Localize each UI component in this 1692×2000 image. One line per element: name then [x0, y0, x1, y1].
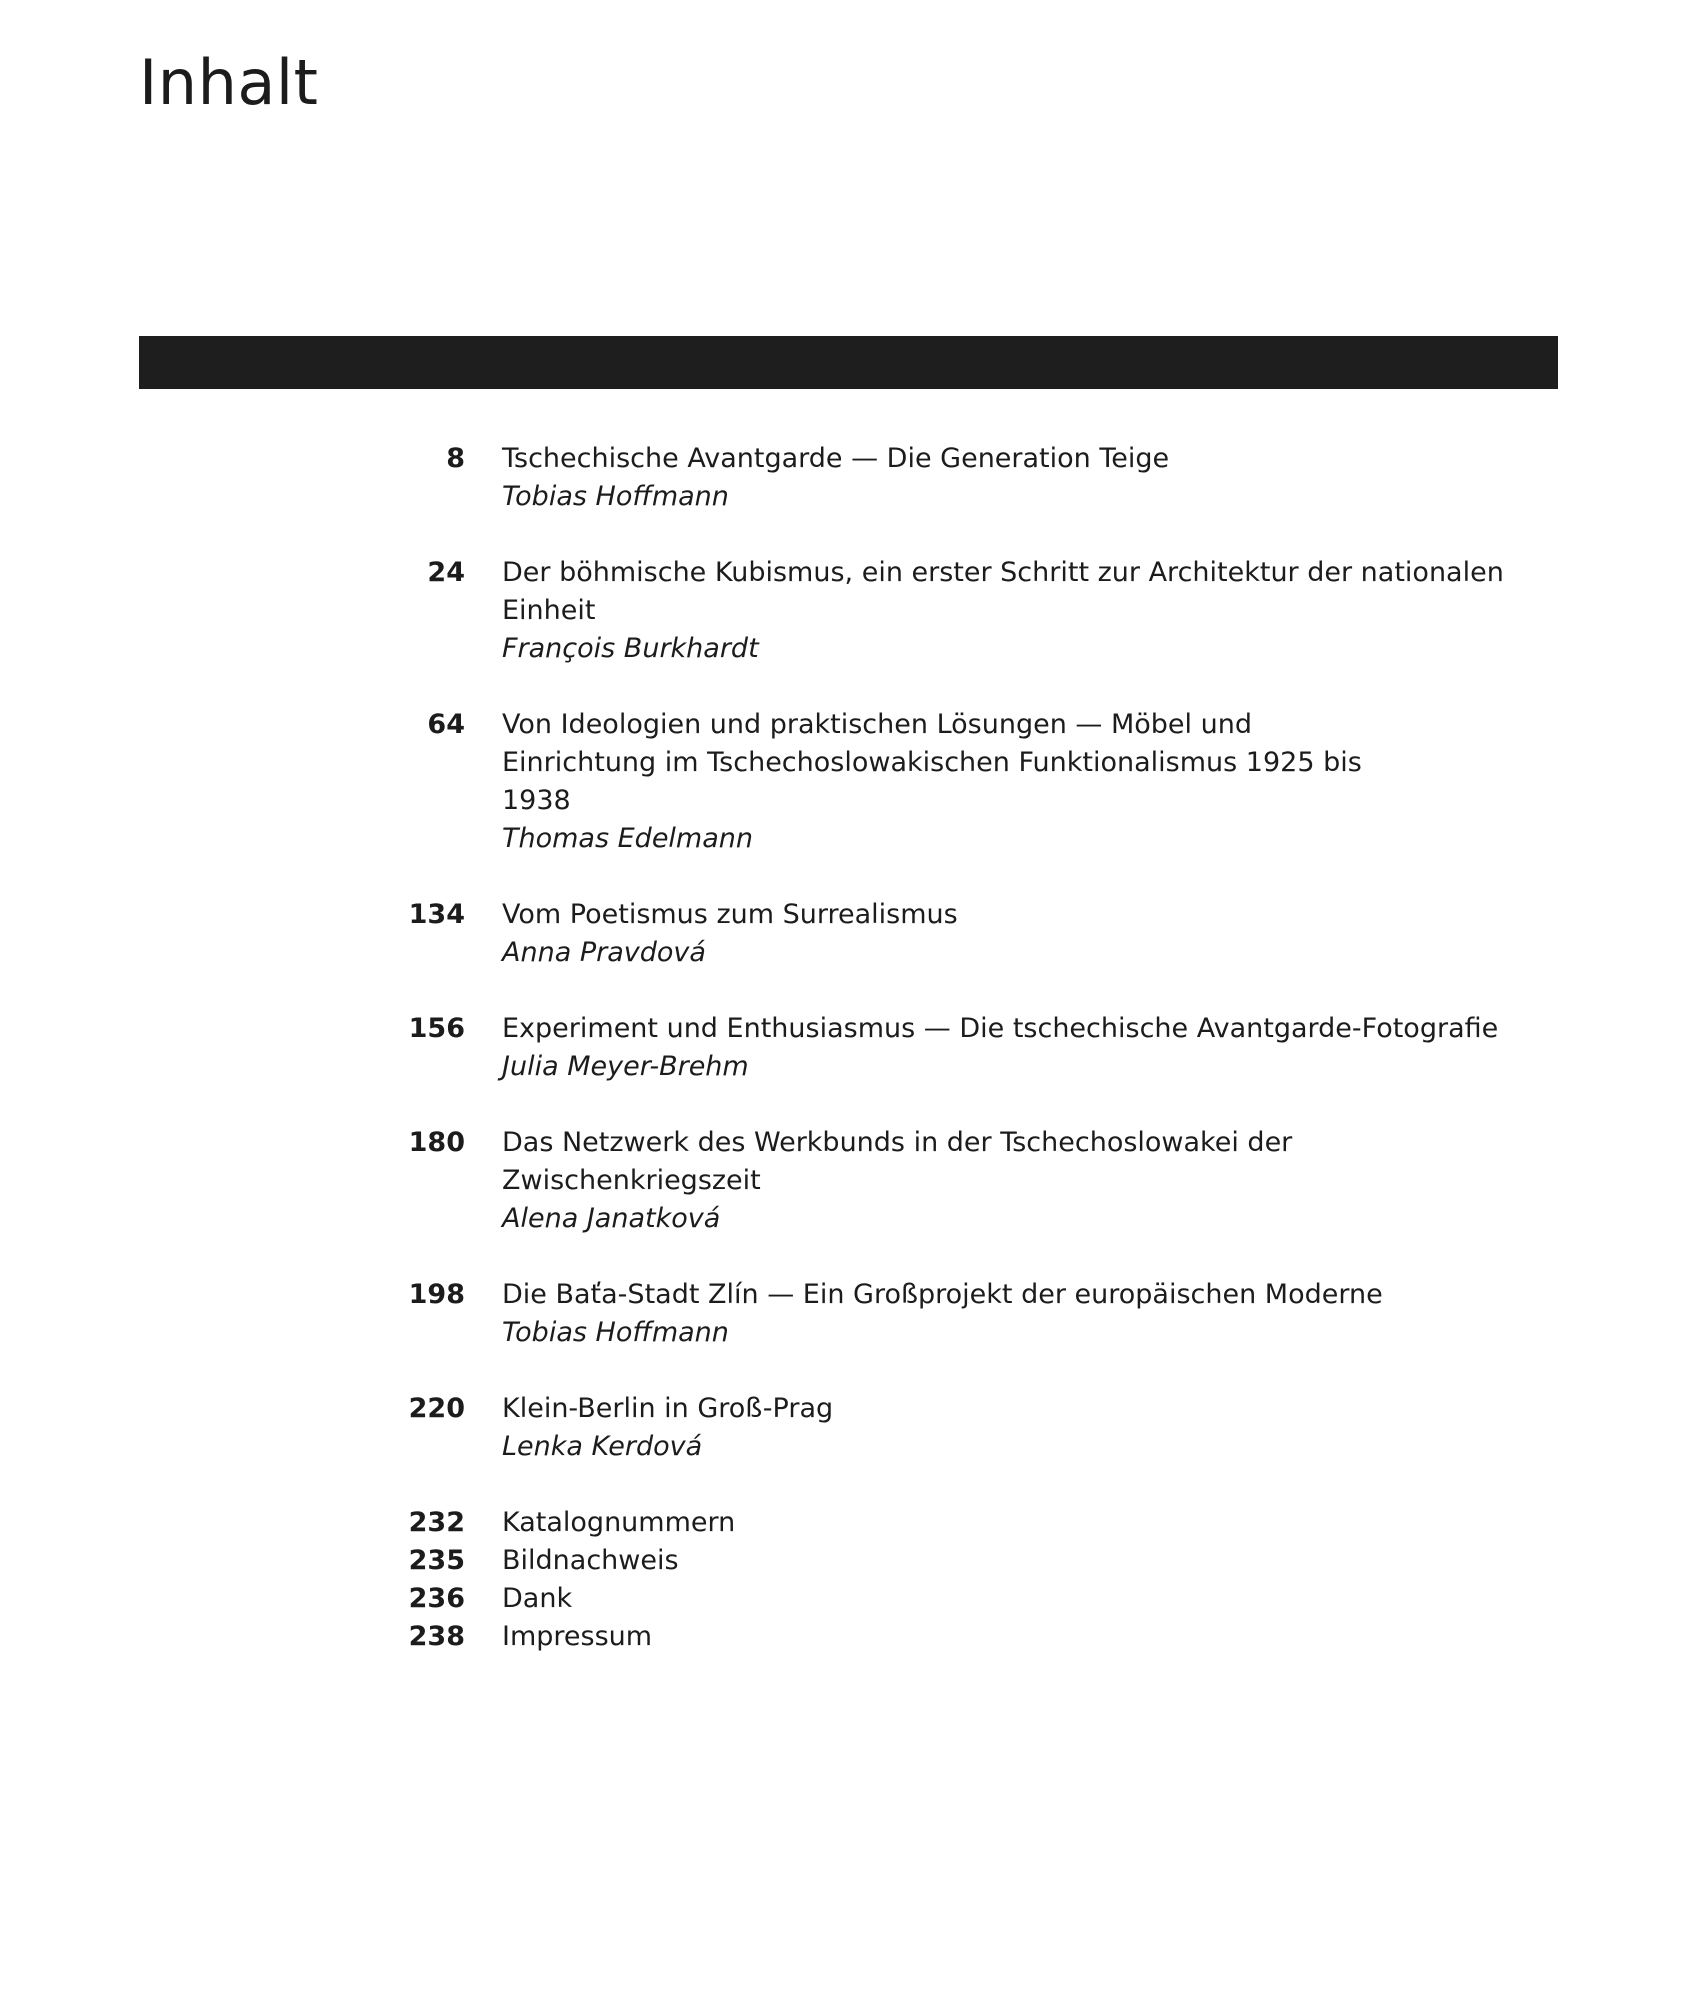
- toc-page-number: 134: [408, 899, 465, 930]
- toc-entry[interactable]: [0, 1276, 1692, 1352]
- toc-entry-author: Tobias Hoffmann: [502, 1317, 729, 1348]
- toc-entry[interactable]: [0, 440, 1692, 516]
- toc-page-number: 180: [408, 1127, 465, 1158]
- toc-page-number: 8: [446, 443, 465, 474]
- toc-page-number: 235: [408, 1545, 465, 1576]
- toc-entry-author: Julia Meyer-Brehm: [502, 1051, 749, 1082]
- toc-entry[interactable]: [0, 1124, 1692, 1238]
- toc-page-number: 236: [408, 1583, 465, 1614]
- toc-entry-author: Thomas Edelmann: [502, 823, 754, 854]
- toc-page-number: 156: [408, 1013, 465, 1044]
- toc-page-number: 198: [408, 1279, 465, 1310]
- title-divider-bar: [139, 336, 1558, 389]
- toc-appendix-entry[interactable]: [0, 1542, 1692, 1580]
- toc-entry-title: Das Netzwerk des Werkbunds in der Tschechoslowakei der Zwischenkriegszeit: [502, 1127, 1293, 1196]
- toc-entry-title: Der böhmische Kubismus, ein erster Schritt zur Architektur der nationalen Einheit: [502, 557, 1504, 626]
- toc-entry-title: Bildnachweis: [502, 1545, 679, 1576]
- toc-entry[interactable]: [0, 896, 1692, 972]
- toc-page-number: 64: [427, 709, 465, 740]
- toc-entry-author: Anna Pravdová: [502, 937, 706, 968]
- toc-entry-title: Von Ideologien und praktischen Lösungen — Möbel und Einrichtung im Tschechoslowakischen Funktionalismus 1925 bis 1938: [502, 709, 1362, 816]
- toc-entry-title: Experiment und Enthusiasmus — Die tschechische Avantgarde-Fotografie: [502, 1013, 1499, 1044]
- toc-page-number: 232: [408, 1507, 465, 1538]
- page-title: Inhalt: [139, 46, 319, 119]
- toc-entry[interactable]: [0, 1010, 1692, 1086]
- toc-page-number: 220: [408, 1393, 465, 1424]
- toc-entry[interactable]: [0, 706, 1692, 858]
- toc-page-number: 24: [427, 557, 465, 588]
- toc-entry[interactable]: [0, 554, 1692, 668]
- toc-entry-title: Dank: [502, 1583, 573, 1614]
- toc-entry-author: François Burkhardt: [502, 633, 759, 664]
- table-of-contents: [0, 440, 1692, 1656]
- toc-entry-author: Alena Janatková: [502, 1203, 721, 1234]
- toc-appendix-entry[interactable]: [0, 1618, 1692, 1656]
- toc-entry-title: Vom Poetismus zum Surrealismus: [502, 899, 958, 930]
- toc-entry-title: Die Baťa-Stadt Zlín — Ein Großprojekt der europäischen Moderne: [502, 1279, 1383, 1310]
- toc-entry-author: Tobias Hoffmann: [502, 481, 729, 512]
- toc-appendix-entry[interactable]: [0, 1580, 1692, 1618]
- toc-entry-title: Katalognummern: [502, 1507, 736, 1538]
- toc-page-number: 238: [408, 1621, 465, 1652]
- toc-entry-title: Klein-Berlin in Groß-Prag: [502, 1393, 834, 1424]
- toc-entry-title: Tschechische Avantgarde — Die Generation Teige: [502, 443, 1170, 474]
- toc-entry[interactable]: [0, 1390, 1692, 1466]
- toc-appendix-entry[interactable]: [0, 1504, 1692, 1542]
- toc-entry-author: Lenka Kerdová: [502, 1431, 703, 1462]
- toc-entry-title: Impressum: [502, 1621, 653, 1652]
